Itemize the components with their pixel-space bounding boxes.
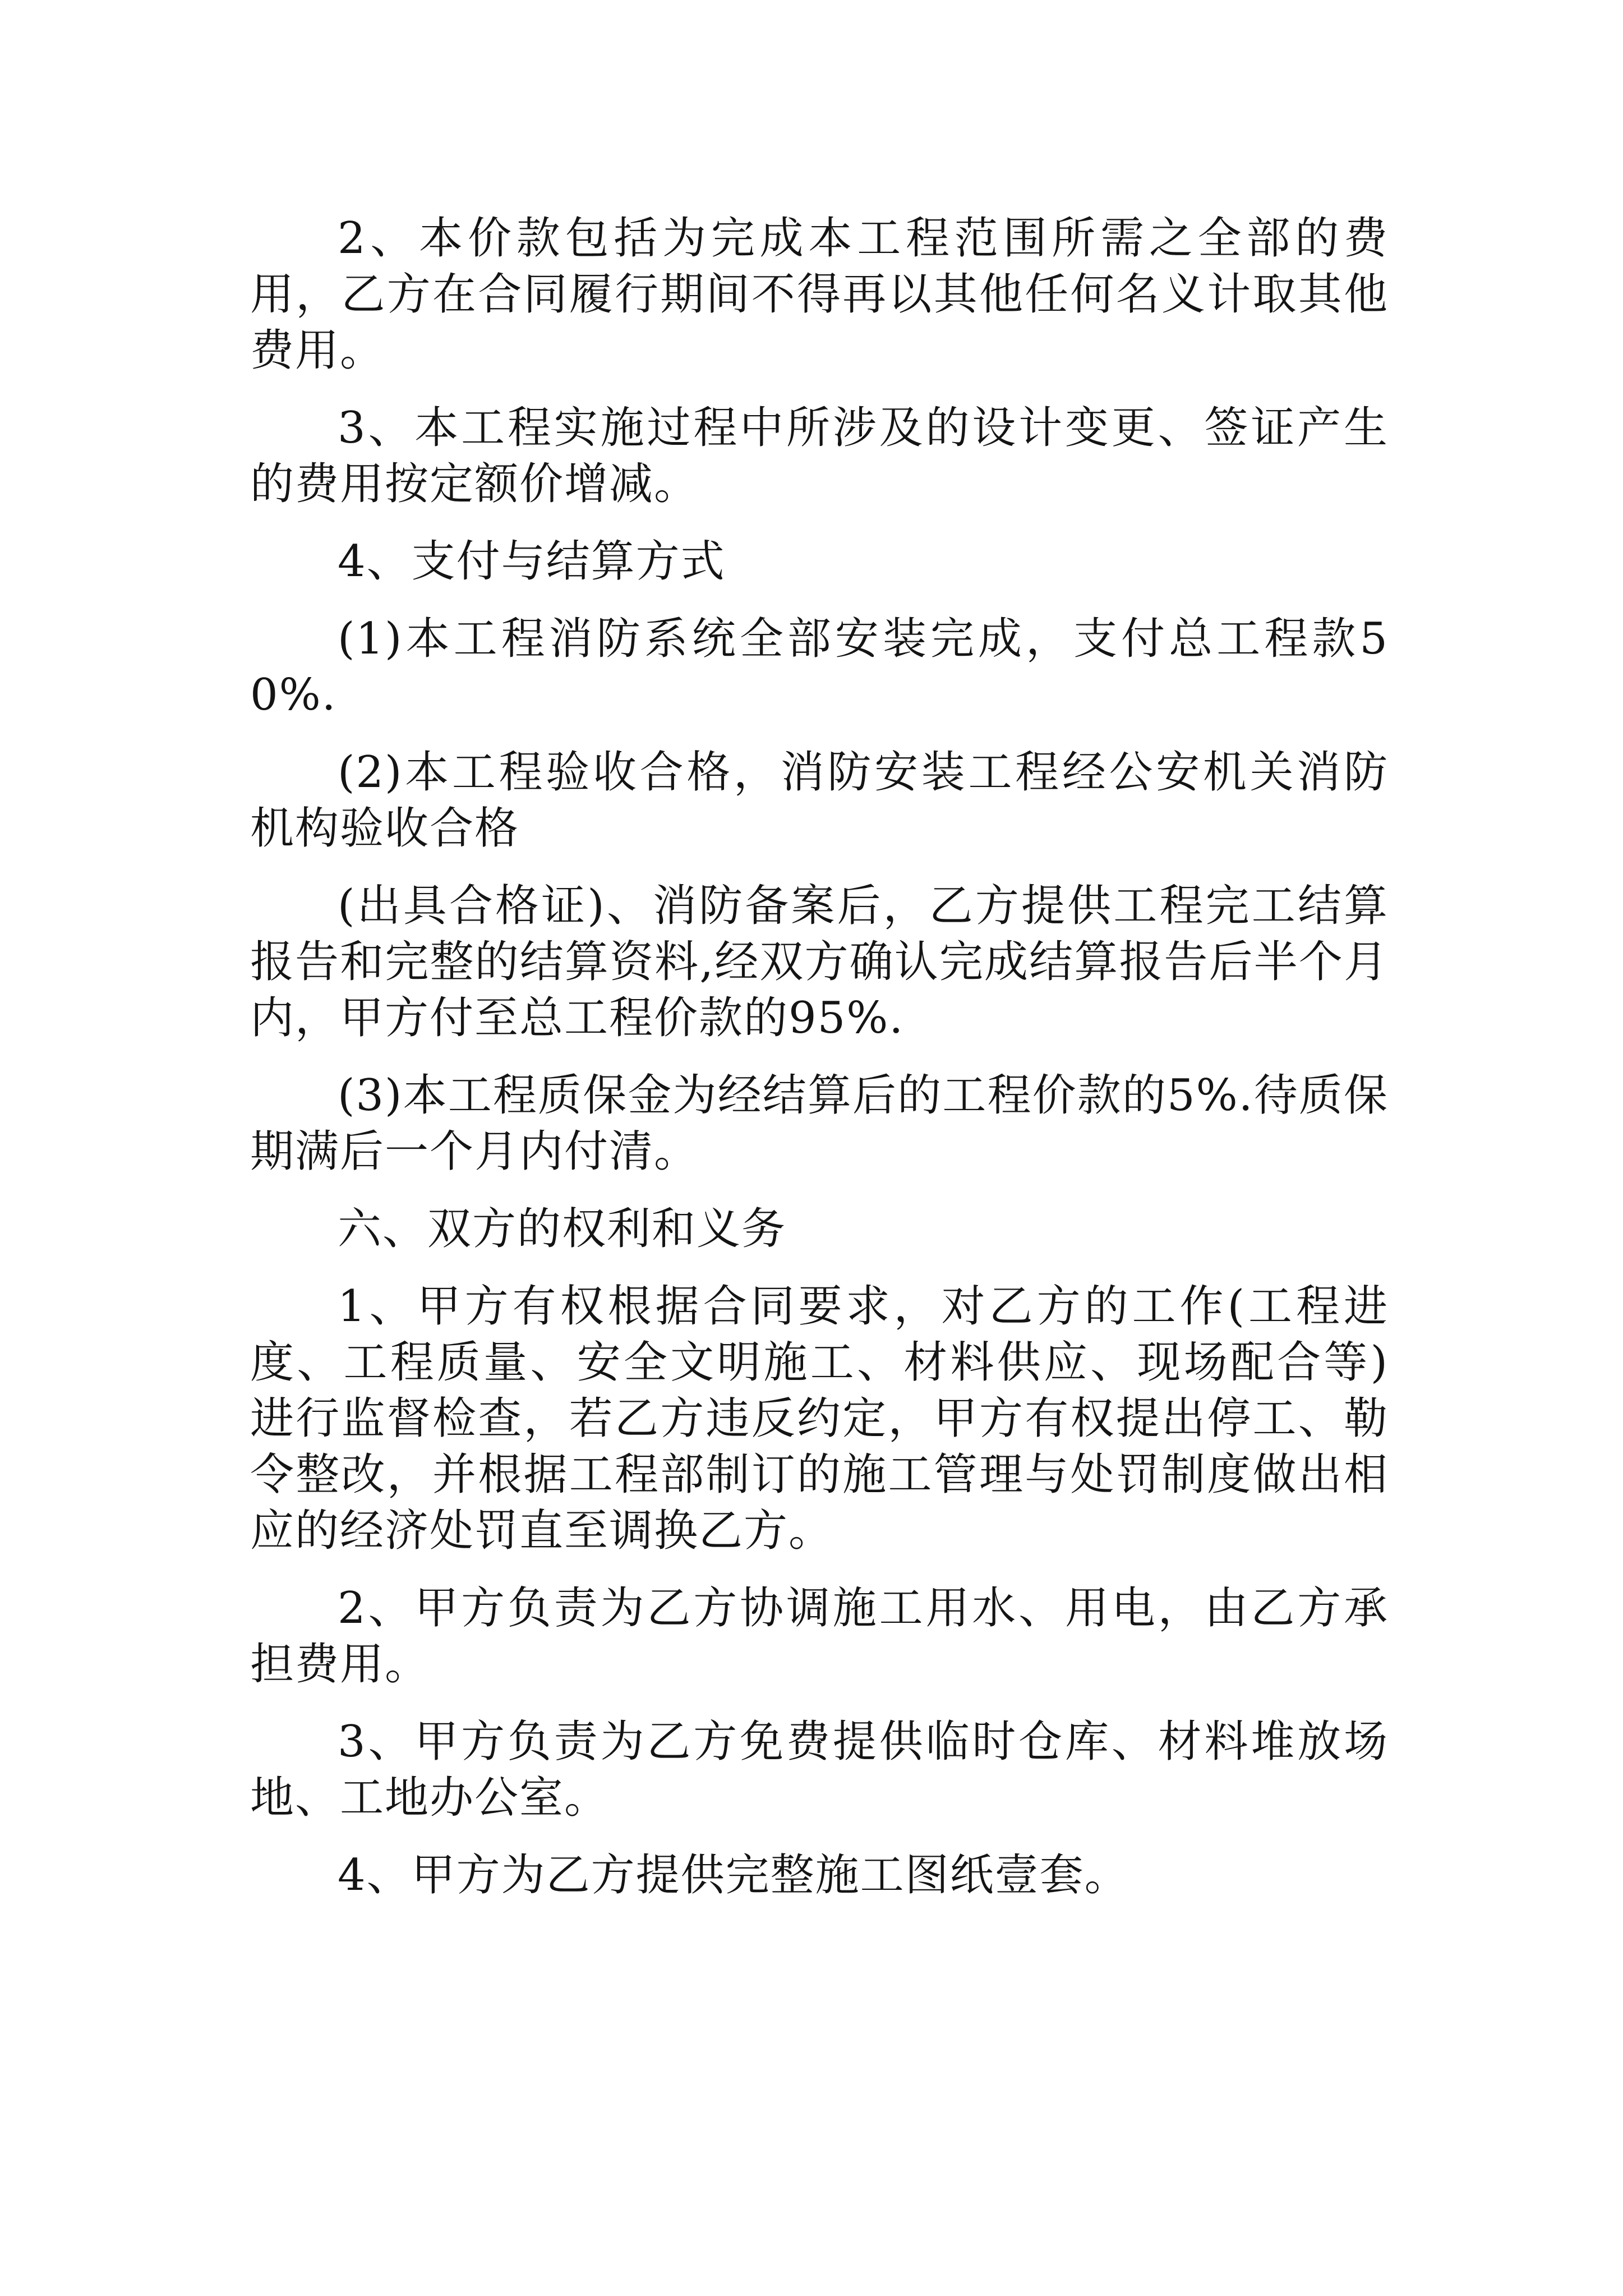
paragraph-right-1: 1、甲方有权根据合同要求，对乙方的工作(工程进度、工程质量、安全文明施工、材料供应、现场配合等)进行监督检查，若乙方违反约定，甲方有权提出停工、勒令整改，并根据工程部制订的施工管理与处罚制度做出相应的经济处罚直至调换乙方。 [250, 1281, 1389, 1556]
paragraph-payment-3: (3)本工程质保金为经结算后的工程价款的5%.待质保期满后一个月内付清。 [250, 1070, 1389, 1177]
paragraph-payment-2-continued: (出具合格证)、消防备案后，乙方提供工程完工结算报告和完整的结算资料,经双方确认完成结算报告后半个月内，甲方付至总工程价款的95%. [250, 881, 1389, 1043]
paragraph-design-change: 3、本工程实施过程中所涉及的设计变更、签证产生的费用按定额价增减。 [250, 403, 1389, 509]
paragraph-right-2: 2、甲方负责为乙方协调施工用水、用电，由乙方承担费用。 [250, 1583, 1389, 1690]
paragraph-payment-heading: 4、支付与结算方式 [338, 536, 726, 587]
paragraph-right-3: 3、甲方负责为乙方免费提供临时仓库、材料堆放场地、工地办公室。 [250, 1717, 1389, 1823]
document-body [250, 210, 1389, 1925]
paragraph-payment-1: (1)本工程消防系统全部安装完成，支付总工程款50%. [250, 614, 1389, 720]
paragraph-price-scope: 2、本价款包括为完成本工程范围所需之全部的费用，乙方在合同履行期间不得再以其他任何名义计取其他费用。 [250, 213, 1389, 376]
paragraph-payment-2: (2)本工程验收合格，消防安装工程经公安机关消防机构验收合格 [250, 747, 1389, 854]
section-heading-rights-obligations: 六、双方的权利和义务 [338, 1204, 787, 1254]
paragraph-right-4: 4、甲方为乙方提供完整施工图纸壹套。 [338, 1850, 1129, 1901]
